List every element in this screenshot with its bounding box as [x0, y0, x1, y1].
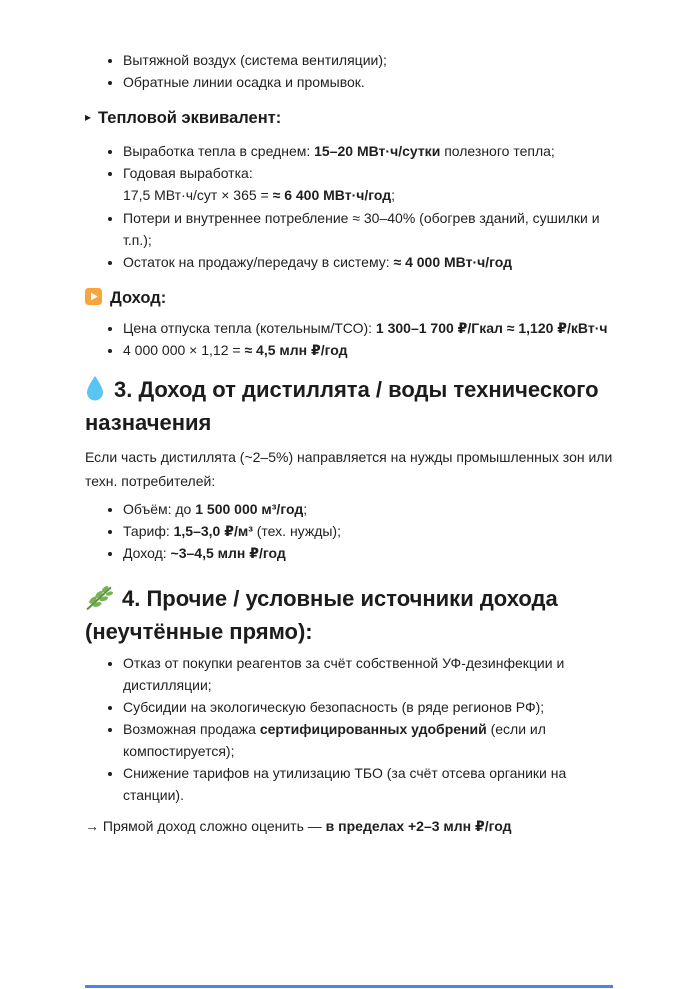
thermal-bullet-list — [85, 140, 615, 273]
section4-bullet-list — [85, 652, 615, 807]
list-item: • Вытяжной воздух (система вентиляции); — [123, 49, 615, 71]
list-item: • Остаток на продажу/передачу в систему: ≈ 4 000 МВт·ч/год — [123, 251, 615, 273]
play-button-icon — [85, 288, 102, 305]
list-item: • Тариф: 1,5–3,0 ₽/м³ (тех. нужды); — [123, 520, 615, 542]
heading-section3 — [85, 373, 615, 439]
list-item: • Обратные линии осадка и промывок. — [123, 71, 615, 93]
heading-thermal-equivalent — [85, 109, 615, 128]
list-item: • Годовая выработка: 17,5 МВт·ч/сут × 365 = ≈ 6 400 МВт·ч/год; — [123, 162, 615, 206]
list-item: • Объём: до 1 500 000 м³/год; — [123, 498, 615, 520]
page-divider — [85, 985, 613, 988]
list-item: • 4 000 000 × 1,12 = ≈ 4,5 млн ₽/год — [123, 339, 615, 361]
heading-section4 — [85, 582, 615, 648]
heading-text: Доход: — [110, 288, 167, 307]
heading-text: 4. Прочие / условные источники дохода (неучтённые прямо): — [85, 585, 558, 644]
list-item: • Потери и внутреннее потребление ≈ 30–40% (обогрев зданий, сушилки и т.п.); — [123, 207, 615, 251]
herb-icon — [85, 585, 113, 610]
list-item: • Выработка тепла в среднем: 15–20 МВт·ч/сутки полезного тепла; — [123, 140, 615, 162]
list-item: • Доход: ~3–4,5 млн ₽/год — [123, 542, 615, 564]
list-item: • Цена отпуска тепла (котельным/ТСО): 1 300–1 700 ₽/Гкал ≈ 1,120 ₽/кВт·ч — [123, 317, 615, 339]
income-bullet-list — [85, 317, 615, 361]
conclusion-line: → Прямой доход сложно оценить — в пределах +2–3 млн ₽/год — [85, 818, 512, 835]
section3-bullet-list — [85, 498, 615, 564]
list-item: • Отказ от покупки реагентов за счёт собственной УФ-дезинфекции и дистилляции; — [123, 652, 615, 696]
list-item: • Субсидии на экологическую безопасность (в ряде регионов РФ); — [123, 696, 615, 718]
heading-text: Тепловой эквивалент: — [98, 109, 282, 128]
list-item: • Снижение тарифов на утилизацию ТБО (за счёт отсева органики на станции). — [123, 762, 615, 806]
triangle-bullet-icon: ▸ — [85, 110, 92, 125]
list-item: • Возможная продажа сертифицированных удобрений (если ил компостируется); — [123, 718, 615, 762]
heading-income — [85, 288, 615, 308]
intro-bullet-list — [85, 49, 615, 93]
droplet-icon — [85, 375, 105, 401]
section3-intro-paragraph: Если часть дистиллята (~2–5%) направляется на нужды промышленных зон или техн. потребителей: — [85, 449, 613, 490]
heading-text: 3. Доход от дистиллята / воды технического назначения — [85, 377, 599, 436]
